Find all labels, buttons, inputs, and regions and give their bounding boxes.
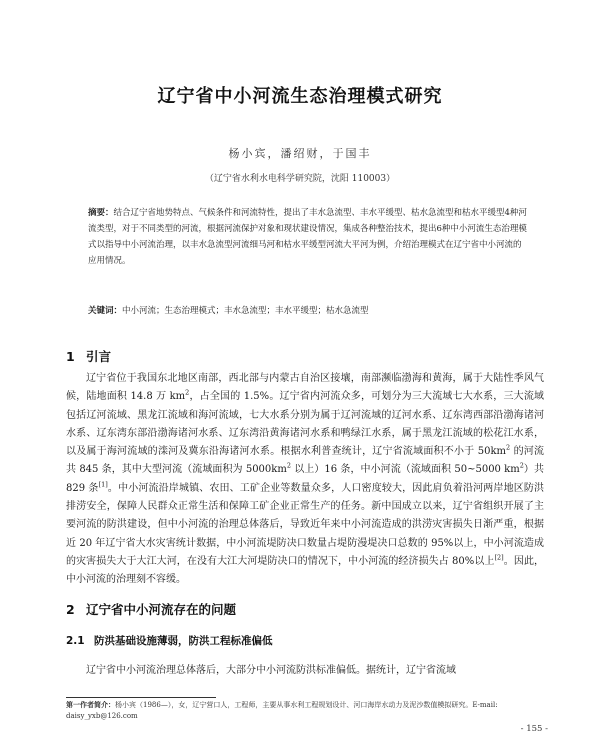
superscript: 2 <box>286 462 291 471</box>
keywords-label: 关键词： <box>88 306 123 316</box>
footnote-text: 杨小宾（1986—），女，辽宁营口人，工程师，主要从事水利工程规划设计、河口海岸水动力及泥沙数值模拟研究。E-mail: daisy_yxb@126.com <box>66 701 498 720</box>
subsection-title: 防洪基础设施薄弱，防洪工程标准偏低 <box>94 635 273 647</box>
superscript: 2 <box>519 462 524 471</box>
page-number: - 155 - <box>520 724 548 734</box>
section-title: 引言 <box>86 349 112 364</box>
author-footnote <box>66 700 546 722</box>
flood-control-paragraph: 辽宁省中小河流治理总体落后，大部分中小河流防洪标准偏低。据统计，辽宁省流域 <box>86 665 456 676</box>
citation-ref: [2] <box>494 553 504 562</box>
intro-text-1: 辽宁省位于我国东北地区南部，西北部与内蒙古自治区接壤，南部濒临渤海和黄海，属于大陆性季风气候，陆地面积 14.8 万 km <box>66 373 544 403</box>
citation-ref: [1] <box>98 480 108 489</box>
subsection-number: 2.1 <box>66 635 85 647</box>
intro-text-2: ，占全国的 1.5%。辽宁省内河流众多，可划分为三大流域七大水系，三大流域包括辽河流域、黑龙江流域和海河流域，七大水系分别为属于辽河流域的辽河水系、辽东湾西部沿渤海诸河水系、辽东湾东部沿渤海诸河水系、辽东湾沿黄海诸河水系和鸭绿江水系，属于黑龙江流域的松花江水系，以及属于海河流域的滦河及冀东沿海诸河水系。根据水利普查统计，辽宁省流域面积不小于 50km <box>66 391 545 458</box>
keywords <box>88 304 528 318</box>
superscript: 2 <box>506 443 511 452</box>
section-heading-introduction <box>66 347 111 365</box>
superscript: 2 <box>185 388 190 397</box>
author-list: 杨小宾，潘绍财，于国丰 <box>228 147 372 160</box>
abstract-text: 结合辽宁省地势特点、气候条件和河流特性，提出了丰水急流型、丰水平缓型、枯水急流型和枯水平缓型4种河流类型，对于不同类型的河流，根据河流保护对象和现状建设情况，集成各种整治技术，提出6种中小河流生态治理模式以指导中小河流治理，以丰水急流型河流细马河和枯水平缓型河流大平河为例，介绍治理模式在辽宁省中小河流的应用情况。 <box>88 208 527 266</box>
section-number: 1 <box>66 349 75 364</box>
intro-text-5: ）共 829 条 <box>66 464 544 494</box>
intro-text-4: 以上）16 条，中小河流（流域面积 50~5000 km <box>290 464 520 476</box>
footnote-divider <box>66 697 216 698</box>
abstract <box>88 205 528 269</box>
section-heading-problems <box>66 600 236 618</box>
footnote-label: 第一作者简介： <box>66 701 115 709</box>
abstract-label: 摘要： <box>88 208 114 218</box>
paper-title: 辽宁省中小河流生态治理模式研究 <box>157 86 443 107</box>
keywords-text: 中小河流；生态治理模式；丰水急流型；丰水平缓型；枯水急流型 <box>122 306 369 316</box>
introduction-paragraph <box>66 370 544 590</box>
section-number: 2 <box>66 602 75 617</box>
intro-text-6: 。中小河流沿岸城镇、农田、工矿企业等数量众多，人口密度较大，因此肩负着沿河两岸地区防洪排涝安全，保障人民群众正常生活和保障工矿企业正常生产的任务。新中国成立以来，辽宁省组织开展了主要河流的防洪建设，但中小河流的治理总体落后，导致近年来中小河流造成的洪涝灾害损失日渐严重，根据近 20 年辽宁省大水灾害统计数据，中小河流堤防决口数量占堤防漫堤决口总数的 95%以上，中小河流造成的灾害损失大于大江大河，在没有大江大河堤防决口的情况下，中小河流的经济损失占 80%以上 <box>66 482 545 567</box>
intro-text-7: 。因此，中小河流的治理刻不容缓。 <box>66 555 545 586</box>
subsection-heading-flood-control <box>66 633 273 648</box>
intro-text-3: 的河流共 845 条，其中大型河流（流域面积为 5000km <box>66 446 544 476</box>
author-affiliation: （辽宁省水利水电科学研究院，沈阳 110003） <box>204 174 396 184</box>
section-title: 辽宁省中小河流存在的问题 <box>86 602 237 617</box>
